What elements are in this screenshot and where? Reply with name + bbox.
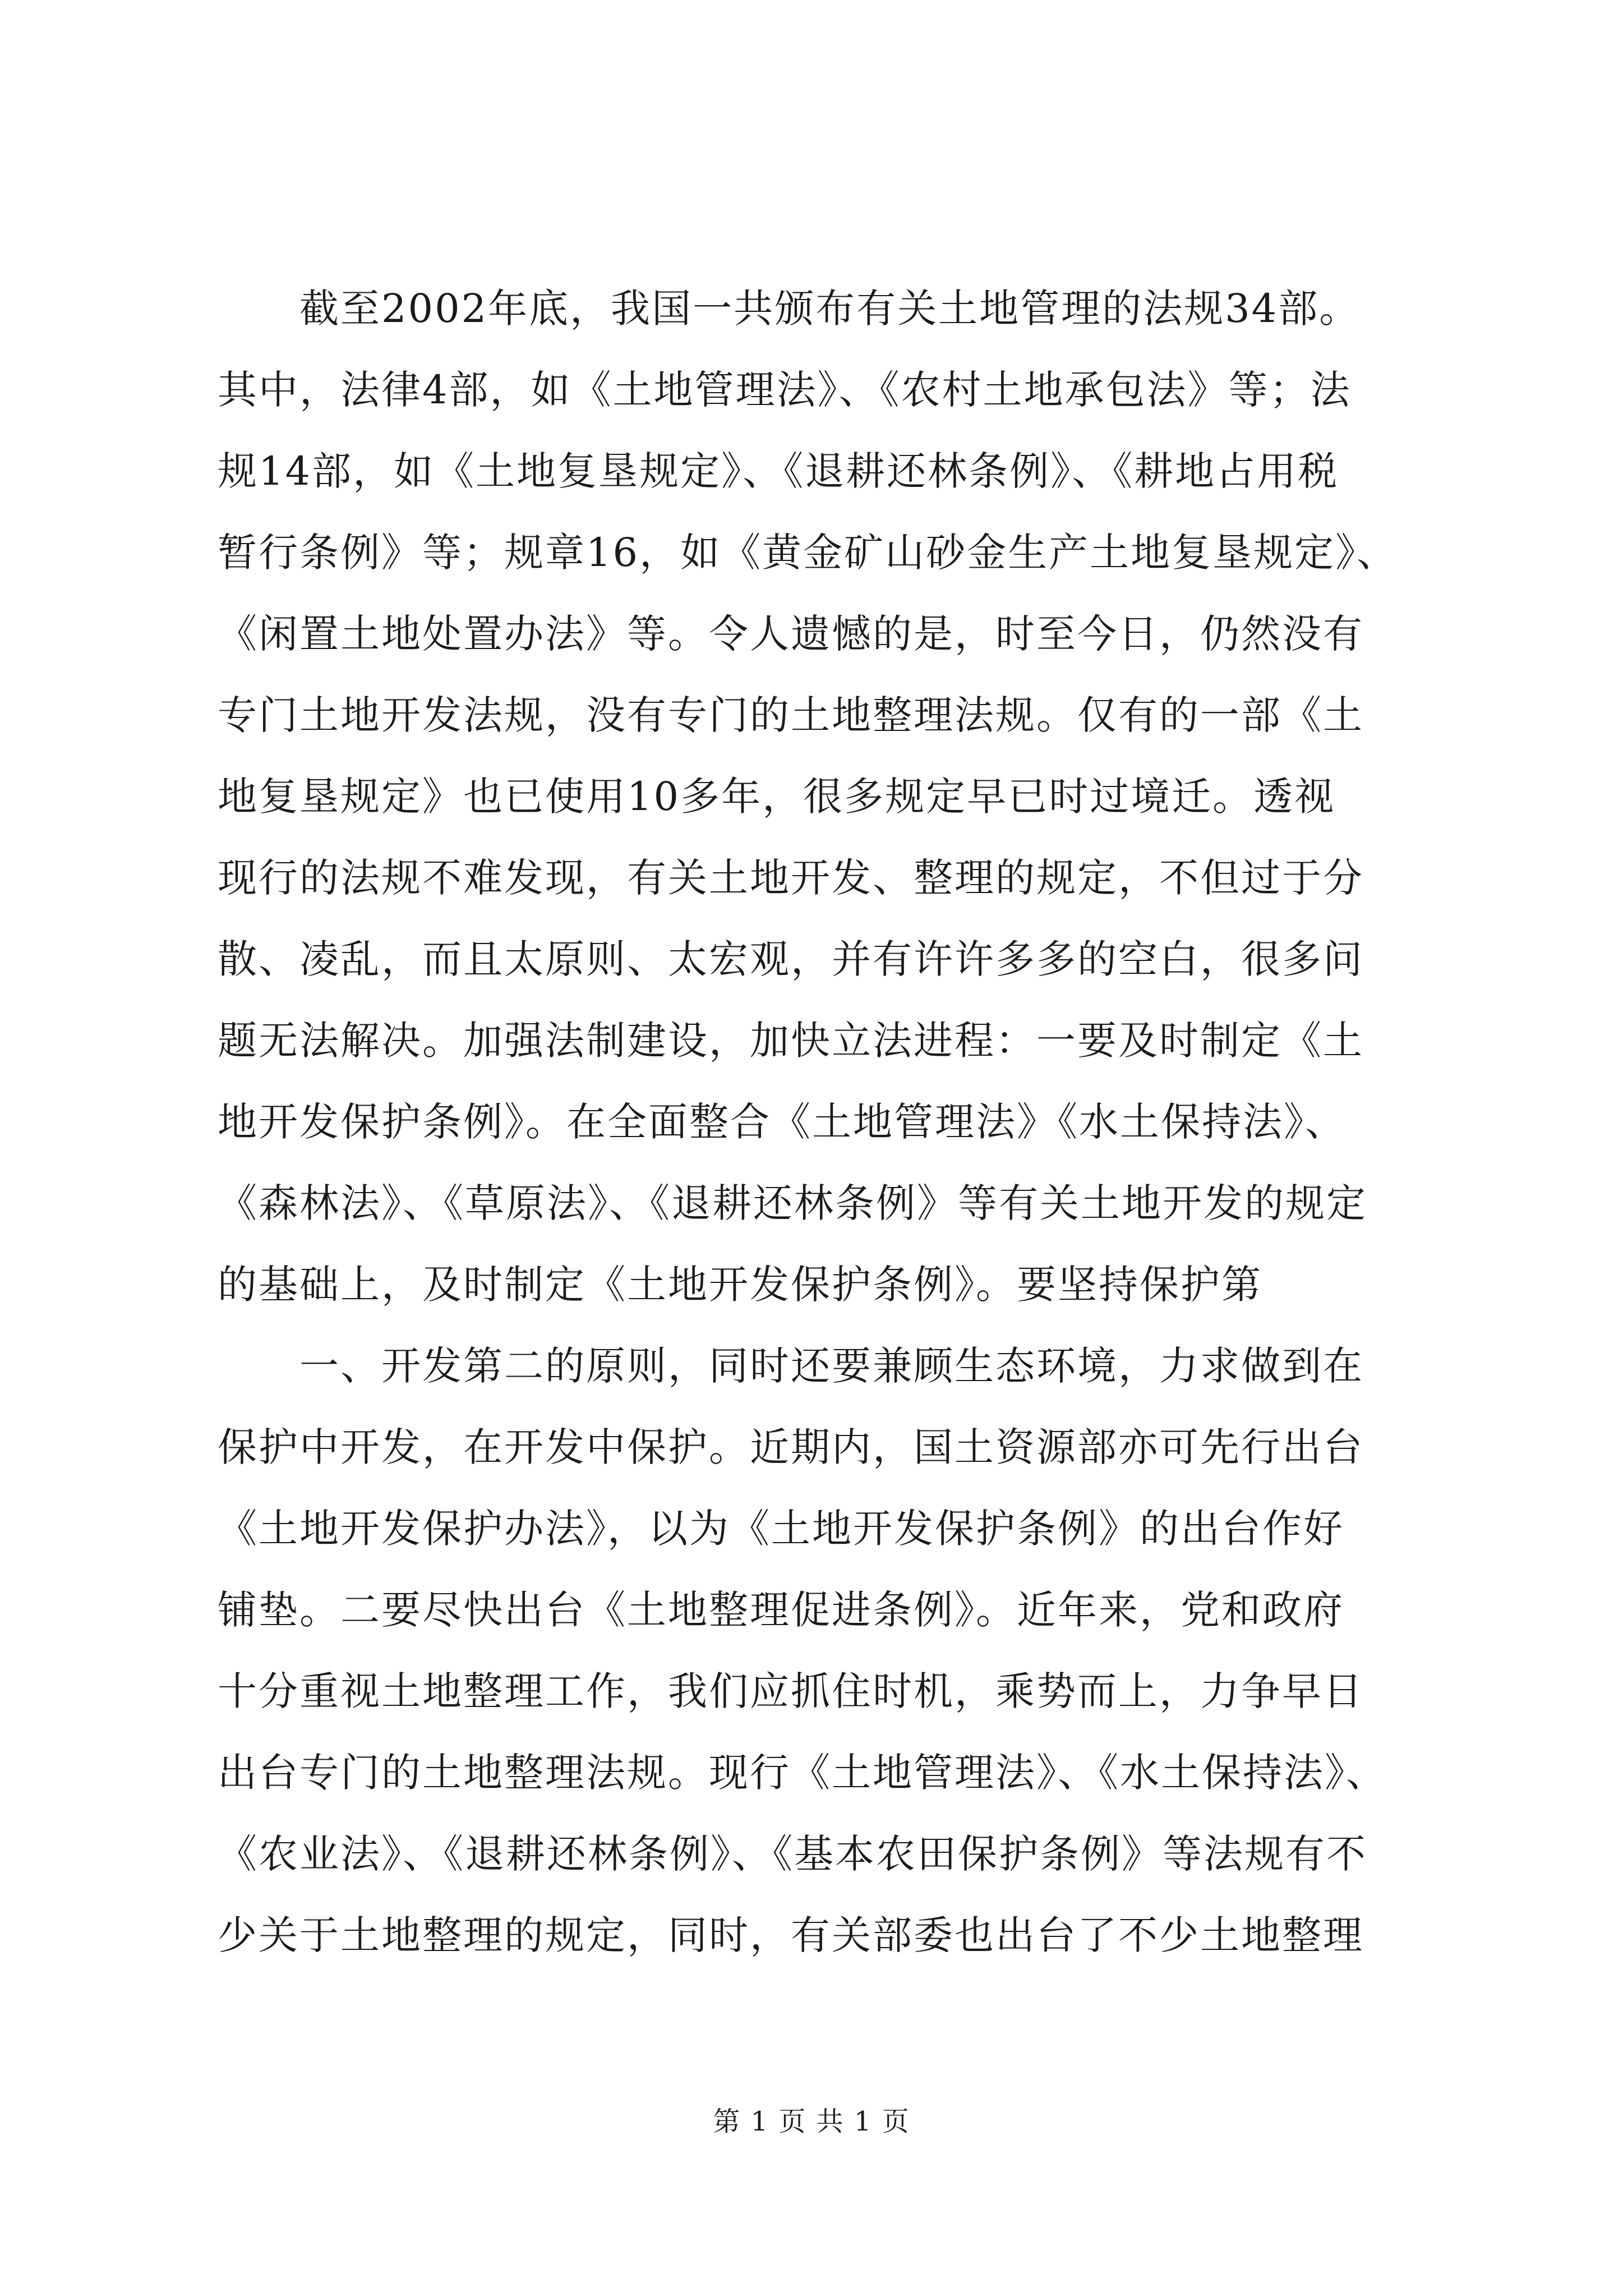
text-line: 专门土地开发法规，没有专门的土地整理法规。仅有的一部《土 <box>218 692 1364 738</box>
body-text <box>218 268 1485 1976</box>
text-line: 铺垫。二要尽快出台《土地整理促进条例》。近年来，党和政府 <box>218 1587 1344 1633</box>
text-line: 保护中开发，在开发中保护。近期内，国土资源部亦可先行出台 <box>218 1424 1364 1470</box>
text-line: 十分重视土地整理工作，我们应抓住时机，乘势而上，力争早日 <box>218 1668 1364 1714</box>
text-line: 《闲置土地处置办法》等。令人遗憾的是，时至今日，仍然没有 <box>218 611 1364 657</box>
text-line: 其中，法律4部，如《土地管理法》、《农村土地承包法》等；法 <box>218 367 1352 413</box>
text-line: 少关于土地整理的规定，同时，有关部委也出台了不少土地整理 <box>218 1912 1364 1958</box>
text-line: 题无法解决。加强法制建设，加快立法进程：一要及时制定《土 <box>218 1018 1364 1064</box>
text-line: 地开发保护条例》。在全面整合《土地管理法》《水土保持法》、 <box>218 1099 1346 1145</box>
text-line: 现行的法规不难发现，有关土地开发、整理的规定，不但过于分 <box>218 855 1364 901</box>
text-line: 《森林法》、《草原法》、《退耕还林条例》等有关土地开发的规定 <box>218 1180 1367 1226</box>
text-line: 地复垦规定》也已使用10多年，很多规定早已时过境迁。透视 <box>218 774 1336 820</box>
text-line: 《土地开发保护办法》，以为《土地开发保护条例》的出台作好 <box>218 1506 1344 1552</box>
text-line: 截至2002年底，我国一共颁布有关土地管理的法规34部。 <box>218 286 1361 332</box>
text-line: 一、开发第二的原则，同时还要兼顾生态环境，力求做到在 <box>218 1343 1364 1389</box>
text-line: 规14部，如《土地复垦规定》、《退耕还林条例》、《耕地占用税 <box>218 448 1339 494</box>
text-line: 散、凌乱，而且太原则、太宏观，并有许许多多的空白，很多问 <box>218 936 1364 982</box>
text-line: 暂行条例》等；规章16，如《黄金矿山砂金生产土地复垦规定》、 <box>218 530 1398 576</box>
text-line: 《农业法》、《退耕还林条例》、《基本农田保护条例》等法规有不 <box>218 1831 1367 1877</box>
text-line: 的基础上，及时制定《土地开发保护条例》。要坚持保护第 <box>218 1262 1262 1308</box>
page-footer: 第 1 页 共 1 页 <box>713 2106 910 2137</box>
text-line: 出台专门的土地整理法规。现行《土地管理法》、《水土保持法》、 <box>218 1750 1387 1796</box>
